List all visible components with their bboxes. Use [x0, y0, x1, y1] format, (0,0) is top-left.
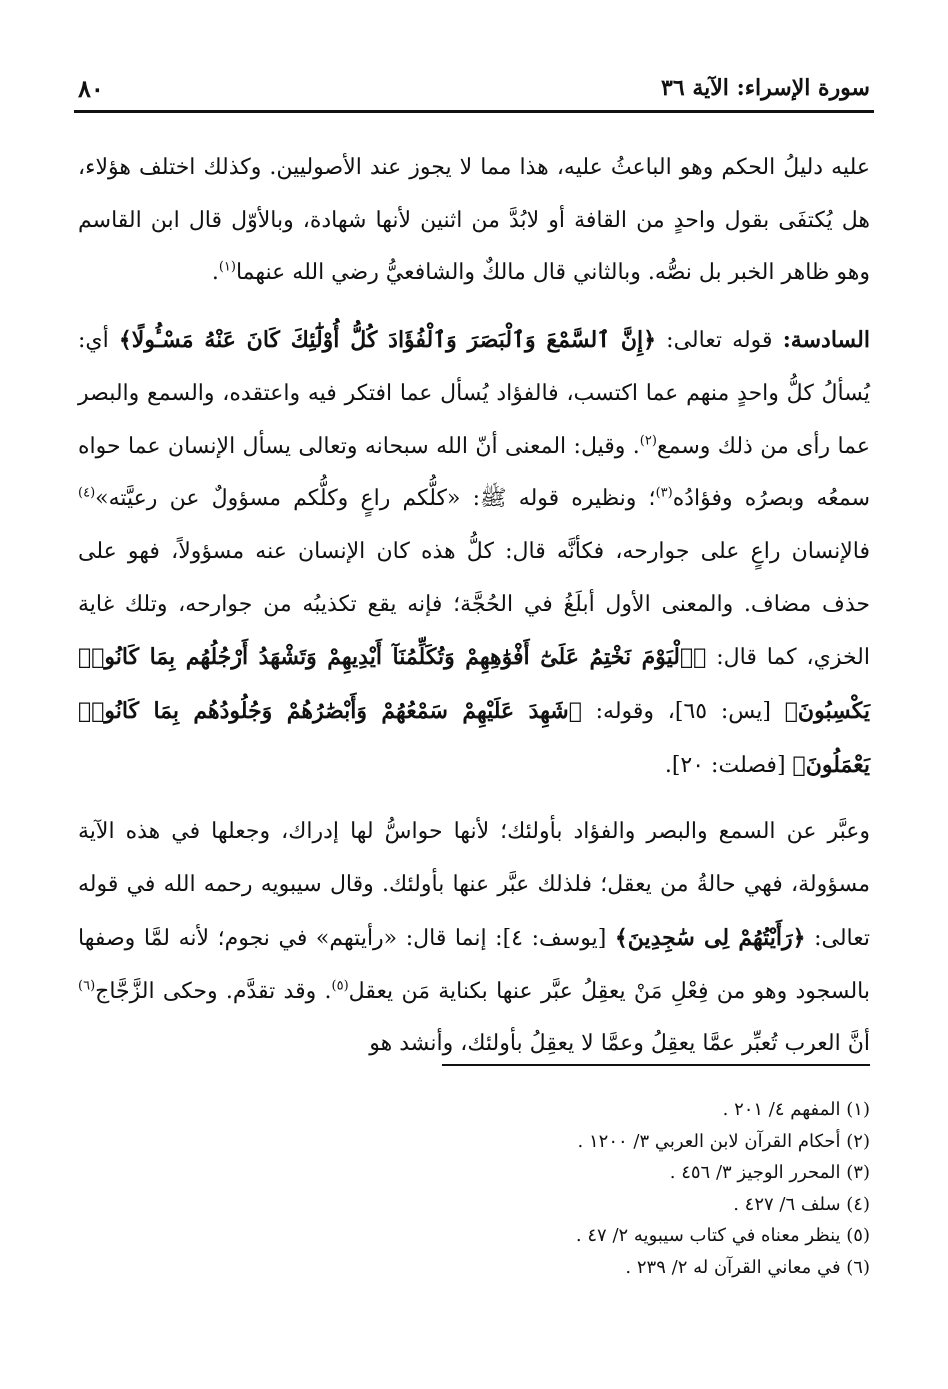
paragraph-2: السادسة: قوله تعالى: ﴿إِنَّ ٱلسَّمْعَ وَٱلْبَصَرَ وَٱلْفُؤَادَ كُلُّ أُوْلَٰٓئِكَ كَانَ عَنْهُ مَسْـُٔولًا﴾ أي: يُسألُ كلُّ واحدٍ منهم عما اكتسب، فالفؤاد يُسأل عما افتكر فيه واعتقده، والسمع والبصر عما رأى من ذلك وسمع$^{(٢)}$. وقيل: المعنى أنّ الله سبحانه وتعالى يسأل الإنسان عما حواه سمعُه وبصرُه وفؤادُه$^{(٣)}$؛ ونظيره قوله ﷺ: «كلُّكم راعٍ وكلُّكم مسؤولٌ عن رعيَّته»$^{(٤)}$ فالإنسان راعٍ على جوارحه، فكأنَّه قال: كلُّ هذه كان الإنسان عنه مسؤولاً، فهو على حذف مضاف. والمعنى الأول أبلَغُ في الحُجَّة؛ فإنه يقع تكذيبُه من جوارحه، وتلك غاية الخزي، كما قال: ﴿ٱلْيَوْمَ نَخْتِمُ عَلَىٰٓ أَفْوَٰهِهِمْ وَتُكَلِّمُنَآ أَيْدِيهِمْ وَتَشْهَدُ أَرْجُلُهُم بِمَا كَانُوا۟ يَكْسِبُونَ﴾ [يس: ٦٥]، وقوله: ﴿شَهِدَ عَلَيْهِمْ سَمْعُهُمْ وَأَبْصَٰرُهُمْ وَجُلُودُهُم بِمَا كَانُوا۟ يَعْمَلُونَ﴾ [فصلت: ٢٠].	[78, 327, 870, 778]
footnote-ref-3: (٣)	[655, 485, 673, 501]
paragraph-1: عليه دليلُ الحكم وهو الباعثُ عليه، هذا مما لا يجوز عند الأصوليين. وكذلك اختلف هؤلاء، هل يُكتفَى بقول واحدٍ من القافة أو لابُدَّ من اثنين لأنها شهادة، وبالأوّل قال ابن القاسم وهو ظاهر الخبر بل نصُّه. وبالثاني قال مالكٌ والشافعيُّ رضي الله عنهما$^{(١)}$.	[78, 155, 870, 286]
footnotes	[78, 1094, 870, 1284]
footnote: (٤) سلف ٦/ ٤٢٧ .	[733, 1193, 870, 1215]
page-header	[78, 68, 870, 108]
footnote-ref-2: (٢)	[639, 433, 657, 449]
footnote: (١) المفهم ٤/ ٢٠١ .	[722, 1099, 870, 1120]
footnote-separator	[442, 1064, 870, 1066]
quran-verse: ﴿رَأَيْتُهُمْ لِى سَٰجِدِينَ﴾	[614, 924, 806, 951]
footnote: (٥) ينظر معناه في كتاب سيبويه ٢/ ٤٧ .	[575, 1225, 870, 1247]
footnote: (٦) في معاني القرآن له ٢/ ٢٣٩ .	[625, 1256, 870, 1278]
verse-reference: [فصلت: ٢٠]	[671, 752, 793, 778]
verse-reference: [يس: ٦٥]	[674, 699, 785, 725]
running-title: سورة الإسراء: الآية ٣٦	[661, 75, 870, 101]
footnote: (٣) المحرر الوجيز ٣/ ٤٥٦ .	[669, 1162, 870, 1184]
page-number: ٨٠	[78, 73, 104, 103]
main-text	[78, 142, 870, 1071]
footnote-ref-4: (٤)	[78, 485, 96, 501]
verse-reference: [يوسف: ٤]	[502, 925, 615, 951]
quran-verse: ﴿ٱلْيَوْمَ نَخْتِمُ عَلَىٰٓ أَفْوَٰهِهِمْ وَتُكَلِّمُنَآ أَيْدِيهِمْ وَتَشْهَدُ أَرْجُلُهُم بِمَا كَانُوا۟ يَكْسِبُونَ﴾	[78, 644, 870, 725]
paragraph-3: وعبَّر عن السمع والبصر والفؤاد بأولئك؛ لأنها حواسُّ لها إدراك، وجعلها في هذه الآية مسؤولة، فهي حالةُ من يعقل؛ فلذلك عبَّر عنها بأولئك. وقال سيبويه رحمه الله في قوله تعالى: ﴿رَأَيْتُهُمْ لِى سَٰجِدِينَ﴾ [يوسف: ٤]: إنما قال: «رأيتهم» في نجوم؛ لأنه لمَّا وصفها بالسجود وهو من فِعْلِ مَنْ يعقِلُ عبَّر عنها بكناية مَن يعقل$^{(٥)}$. وقد تقدَّم. وحكى الزَّجَّاج$^{(٦)}$ أنَّ العرب تُعبِّر عمَّا يعقِلُ وعمَّا لا يعقِلُ بأولئك، وأنشد هو	[78, 819, 870, 1057]
quran-verse: ﴿إِنَّ ٱلسَّمْعَ وَٱلْبَصَرَ وَٱلْفُؤَادَ كُلُّ أُوْلَٰٓئِكَ كَانَ عَنْهُ مَسْـُٔولًا﴾	[118, 327, 657, 354]
footnote-ref-6: (٦)	[78, 978, 96, 994]
footnote-ref-1: (١)	[218, 260, 236, 276]
footnote-ref-5: (٥)	[331, 978, 349, 994]
section-lead: السادسة:	[782, 327, 870, 354]
header-rule	[74, 110, 874, 113]
quran-verse: ﴿شَهِدَ عَلَيْهِمْ سَمْعُهُمْ وَأَبْصَٰرُهُمْ وَجُلُودُهُم بِمَا كَانُوا۟ يَعْمَلُونَ﴾	[78, 698, 870, 778]
footnote: (٢) أحكام القرآن لابن العربي ٣/ ١٢٠٠ .	[577, 1130, 870, 1152]
